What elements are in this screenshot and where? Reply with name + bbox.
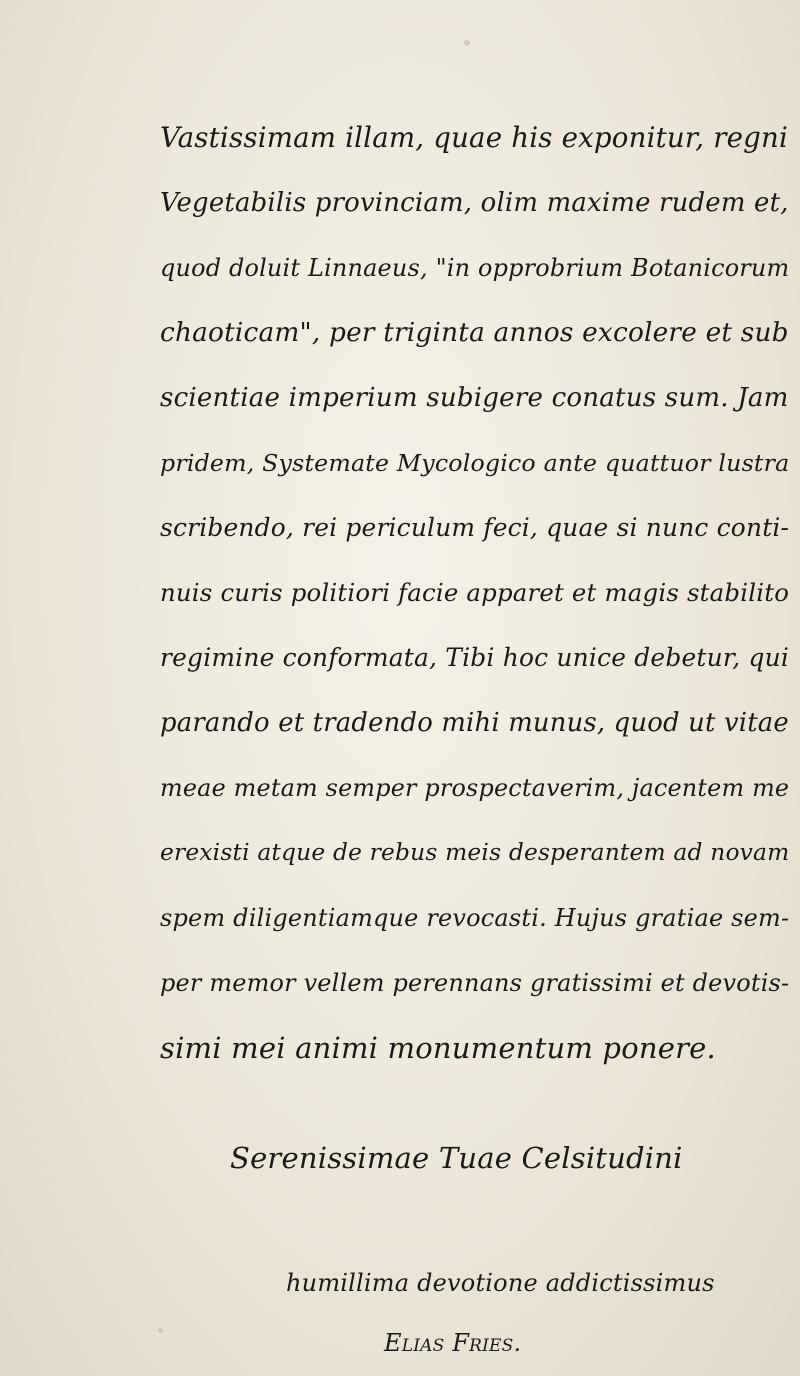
paper-speck bbox=[464, 40, 470, 46]
paper-speck bbox=[158, 1328, 163, 1333]
book-page: Vastissimam illam, quae his exponitur, regni Vegetabilis provinciam, olim maxime rudem et, quod doluit Linnaeus, "in opprobrium Botanicorum chaoticam", per triginta annos excolere et sub scientiae imperium subigere conatus sum. Jam pridem, Systemate Mycologico ante quattuor lustra scribendo, rei periculum feci, quae si nunc conti- nuis curis politiori facie apparet et magis stabilito regimine conformata, Tibi hoc unice debetur, qui parando et tradendo mihi munus, quod ut vitae meae metam semper prospectaverim, jacentem me erexisti atque de rebus meis desperantem ad novam spem diligentiamque revocasti. Hujus gratiae sem- per memor vellem perennans gratissimi et devotis- simi mei animi monumentum ponere. Serenissimae Tuae Celsitudini humillima devotione addictissimus Elias Fries. bbox=[0, 0, 800, 1376]
